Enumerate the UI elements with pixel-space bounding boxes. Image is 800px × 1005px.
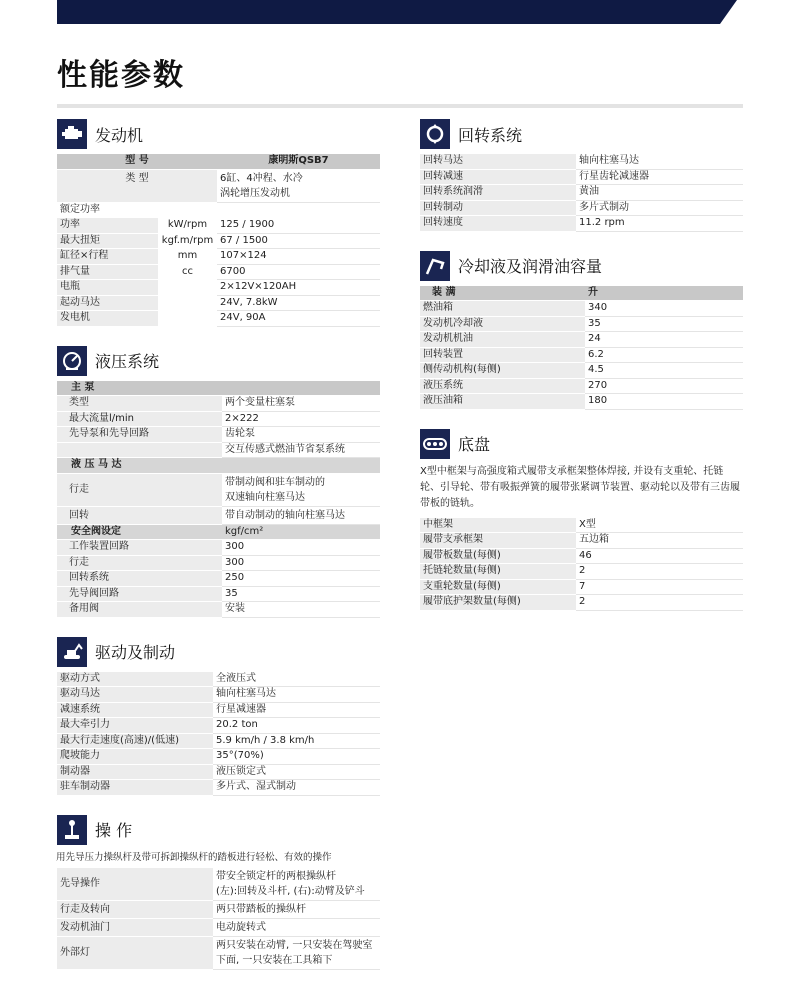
motor-header: 液 压 马 达 [57,458,380,474]
hydraulic-row-name: 类型 [57,396,222,412]
crawler-track-icon [420,429,450,459]
engine-row-name: 最大扭矩 [57,233,158,249]
operation-row-name: 行走及转向 [57,900,213,918]
capacity-header-unit: 升 [585,286,743,301]
drive-row-value: 多片式、湿式制动 [213,780,380,796]
drive-row-value: 轴向柱塞马达 [213,687,380,703]
hydraulic-row-value: 安装 [222,602,380,618]
engine-row-name: 缸径×行程 [57,249,158,265]
drive-title: 驱动及制动 [95,643,176,662]
hydraulic-row-value: 300 [222,540,380,556]
swing-row-name: 回转减速 [420,169,576,185]
operation-row-name: 外部灯 [57,936,213,969]
arm-boom-icon [420,251,450,281]
capacity-row-value: 6.2 [585,347,743,363]
left-column [57,118,380,988]
chassis-row-value: 五边箱 [576,533,743,549]
hydraulic-row-name: 备用阀 [57,602,222,618]
capacity-row-value: 340 [585,301,743,317]
engine-title: 发动机 [95,125,144,145]
drive-section [57,636,380,796]
swing-row-value: 11.2 rpm [576,216,743,232]
drive-table [57,672,380,796]
hydraulic-row-value: 交互传感式燃油节省泵系统 [222,442,380,458]
hydraulic-row-value: 2×222 [222,411,380,427]
capacity-row-name: 液压系统 [420,378,585,394]
excavator-icon [57,637,87,667]
chassis-row-value: 7 [576,579,743,595]
engine-row-value: 67 / 1500 [217,233,380,249]
swing-row-value: 行星齿轮减速器 [576,169,743,185]
hydraulic-row-name: 行走 [57,555,222,571]
chassis-row-value: 46 [576,548,743,564]
chassis-row-name: 履带底护架数量(每侧) [420,595,576,611]
chassis-description: X型中框架与高强度箱式履带支承框架整体焊接, 并设有支重轮、托链轮、引导轮、带有吸振弹簧的履带张紧调节装置、驱动轮以及带有三齿履带板的链轨。 [420,465,740,509]
operation-section [57,814,380,970]
title-divider [57,104,743,108]
engine-type-value: 6缸、4冲程、水冷 涡轮增压发动机 [217,169,380,202]
capacity-section [420,250,743,410]
drive-row-name: 减速系统 [57,702,213,718]
capacity-table [420,286,743,410]
operation-row-value: 电动旋转式 [213,918,380,936]
hydraulic-row-name: 最大流量l/min [57,411,222,427]
engine-model-label: 型 号 [57,154,217,169]
valve-header: 安全阀设定 [57,524,222,540]
hydraulic-row-value: 齿轮泵 [222,427,380,443]
swing-row-value: 轴向柱塞马达 [576,154,743,169]
swing-rotation-icon [420,119,450,149]
capacity-row-value: 24 [585,332,743,348]
engine-type-label: 类 型 [57,169,217,202]
hydraulic-section [57,345,380,618]
engine-row-unit: cc [158,264,217,280]
operation-row-name: 发动机油门 [57,918,213,936]
hydraulic-row-name: 先导阀回路 [57,586,222,602]
hydraulic-row-name: 回转系统 [57,571,222,587]
capacity-row-name: 回转装置 [420,347,585,363]
engine-row-value: 6700 [217,264,380,280]
hydraulic-row-value: 35 [222,586,380,602]
hydraulic-row-value: 两个变量柱塞泵 [222,396,380,412]
top-banner [57,0,737,24]
operation-title: 操 作 [95,821,133,840]
engine-row-name: 起动马达 [57,295,158,311]
swing-table [420,154,743,232]
swing-row-value: 黄油 [576,185,743,201]
swing-row-name: 回转系统润滑 [420,185,576,201]
engine-row-value: 107×124 [217,249,380,265]
hydraulic-row-name: 回转 [57,506,222,524]
engine-row-unit [158,311,217,327]
engine-row-name: 发电机 [57,311,158,327]
capacity-row-name: 侧传动机构(每侧) [420,363,585,379]
engine-row-name: 排气量 [57,264,158,280]
drive-row-name: 驱动方式 [57,672,213,687]
engine-row-value: 2×12V×120AH [217,280,380,296]
engine-row-unit: kW/rpm [158,218,217,234]
chassis-row-name: 履带支承框架 [420,533,576,549]
swing-title: 回转系统 [458,125,523,145]
engine-row-unit: mm [158,249,217,265]
page-title: 性能参数 [57,58,185,93]
hydraulic-row-name: 行走 [57,473,222,506]
chassis-row-value: 2 [576,564,743,580]
drive-row-value: 35°(70%) [213,749,380,765]
pump-header: 主 泵 [57,381,380,396]
drive-row-name: 最大行走速度(高速)/(低速) [57,733,213,749]
operation-row-value: 两只安装在动臂, 一只安装在驾驶室 下面, 一只安装在工具箱下 [213,936,380,969]
chassis-title: 底盘 [458,435,491,454]
hydraulic-title: 液压系统 [95,352,160,371]
hydraulic-row-value: 带自动制动的轴向柱塞马达 [222,506,380,524]
operation-row-name: 先导操作 [57,868,213,901]
engine-row-value: 24V, 90A [217,311,380,327]
chassis-row-name: 履带板数量(每侧) [420,548,576,564]
engine-rated-power-label: 额定功率 [57,202,380,218]
engine-row-unit [158,295,217,311]
chassis-row-value: 2 [576,595,743,611]
hydraulic-row-value: 250 [222,571,380,587]
engine-icon [57,119,87,149]
engine-row-value: 125 / 1900 [217,218,380,234]
drive-row-name: 爬坡能力 [57,749,213,765]
capacity-title: 冷却液及润滑油容量 [458,257,603,276]
operation-row-value: 带安全锁定杆的两根操纵杆 (左):回转及斗杆, (右):动臂及铲斗 [213,868,380,901]
drive-row-value: 全液压式 [213,672,380,687]
engine-row-name: 功率 [57,218,158,234]
chassis-section [420,428,743,611]
engine-row-name: 电瓶 [57,280,158,296]
operation-description: 用先导压力操纵杆及带可拆卸操纵杆的踏板进行轻松、有效的操作 [56,851,332,863]
valve-unit: kgf/cm² [222,524,380,540]
drive-row-name: 制动器 [57,764,213,780]
chassis-table [420,518,743,611]
chassis-row-name: 中框架 [420,518,576,533]
engine-section [57,118,380,327]
drive-row-name: 最大牵引力 [57,718,213,734]
capacity-row-name: 液压油箱 [420,394,585,410]
capacity-row-value: 4.5 [585,363,743,379]
chassis-row-name: 支重轮数量(每侧) [420,579,576,595]
capacity-row-name: 发动机机油 [420,332,585,348]
hydraulic-row-name: 工作装置回路 [57,540,222,556]
operation-row-value: 两只带踏板的操纵杆 [213,900,380,918]
engine-row-value: 24V, 7.8kW [217,295,380,311]
capacity-header-label: 装 满 [420,286,585,301]
drive-row-value: 液压锁定式 [213,764,380,780]
capacity-row-value: 180 [585,394,743,410]
swing-row-name: 回转马达 [420,154,576,169]
swing-section [420,118,743,232]
hydraulic-row-value: 300 [222,555,380,571]
capacity-row-value: 270 [585,378,743,394]
engine-row-unit [158,280,217,296]
swing-row-name: 回转制动 [420,200,576,216]
engine-model-value: 康明斯QSB7 [217,154,380,169]
capacity-row-value: 35 [585,316,743,332]
hydraulic-gauge-icon [57,346,87,376]
hydraulic-table [57,381,380,618]
capacity-row-name: 发动机冷却液 [420,316,585,332]
chassis-row-value: X型 [576,518,743,533]
swing-row-value: 多片式制动 [576,200,743,216]
joystick-icon [57,815,87,845]
right-column [420,118,743,629]
chassis-row-name: 托链轮数量(每侧) [420,564,576,580]
drive-row-value: 行星减速器 [213,702,380,718]
engine-table [57,154,380,327]
hydraulic-row-value: 带制动阀和驻车制动的 双速轴向柱塞马达 [222,473,380,506]
capacity-row-name: 燃油箱 [420,301,585,317]
engine-row-unit: kgf.m/rpm [158,233,217,249]
drive-row-name: 驻车制动器 [57,780,213,796]
drive-row-value: 5.9 km/h / 3.8 km/h [213,733,380,749]
operation-table [57,868,380,970]
hydraulic-row-name [57,442,222,458]
hydraulic-row-name: 先导泵和先导回路 [57,427,222,443]
drive-row-name: 驱动马达 [57,687,213,703]
drive-row-value: 20.2 ton [213,718,380,734]
swing-row-name: 回转速度 [420,216,576,232]
